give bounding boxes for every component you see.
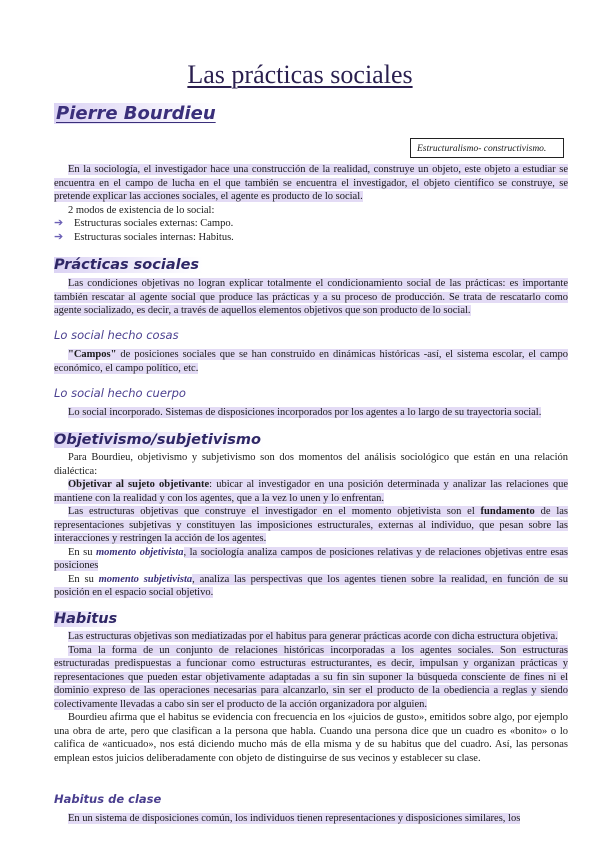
objetivismo-section [54,431,568,600]
author-heading: Pierre Bourdieu [56,103,216,124]
objetivismo-paragraph: Para Bourdieu, objetivismo y subjetivismo son dos momentos del análisis sociológico que están en una relación dialéctica: [54,452,568,477]
practicas-paragraph: Las condiciones objetivas no logran explicar totalmente el condicionamiento social de las prácticas: es importante también rescatar al agente social que produce las prácticas y a su proceso de producción. Se trata de rescatarlo como agente socializado, es decir, a través de aquellos elementos objetivos que son producto de lo social. [54,278,568,316]
subsection-heading: Lo social hecho cosas [54,328,179,342]
list-item: ➔ Estructuras sociales externas: Campo. [54,217,234,229]
objetivismo-paragraph: En su momento subjetivista, analiza las perspectivas que los agentes tienen sobre la realidad, en función de su posición en el espacio social objetivo. [54,573,569,598]
habitus-paragraph: Bourdieu afirma que el habitus se evidencia con frecuencia en los «juicios de gusto», emitidos sobre algo, por ejemplo una obra de arte, pero que clasifican a la persona que habla. Cuando una persona dice que un cuadro es «bonito» o lo califica de «anticuado», nos está diciendo mucho más de ella misma y de su habitus que del cuadro. Así, las personas emplean estos juicios deliberadamente con objeto de distinguirse de sus vecinos y establecer su clase. [54,712,568,764]
intro-section [54,163,568,244]
objetivismo-paragraph: En su momento objetivista, la sociología analiza campos de posiciones relativas y de relaciones objetivas entre esas posiciones [54,546,569,571]
arrow-right-icon: ➔ [54,217,64,229]
cosas-paragraph: "Campos" de posiciones sociales que se han construido en dinámicas históricas -así, el sistema escolar, el campo económico, el campo político, etc. [54,349,568,374]
subsection-heading: Habitus de clase [54,792,162,806]
objetivismo-paragraph: Objetivar al sujeto objetivante: ubicar al investigador en una posición determinada y analizar las relaciones que mantiene con la realidad y con los agentes, que a la vez lo unen y lo enfrentan. [54,479,568,504]
habitus-paragraph: Toma la forma de un conjunto de relaciones históricas incorporadas a los agentes sociales. Son estructuras estructuradas predispuestas a funcionar como estructuras estructurantes, es decir, impulsan y organizan prácticas y representaciones que pueden estar objetivamente adaptadas a su fin sin suponer la búsqueda consciente de fines ni el dominio expreso de las operaciones necesarias para alcanzarlo, sin ser el producto de la obediencia a reglas y siendo colectivamente llevadas a cabo sin ser el producto de la acción organizadora por alguien. [54,644,568,710]
clase-section [54,792,568,826]
practicas-section [54,256,568,318]
clase-paragraph: En un sistema de disposiciones común, los individuos tienen representaciones y disposiciones similares, los [68,813,521,824]
list-item: ➔ Estructuras sociales internas: Habitus. [54,230,234,243]
intro-paragraph: En la sociología, el investigador hace una construcción de la realidad, construye un objeto, este objeto a estudiar se encuentra en el campo de lucha en el que también se encuentra el investigador, el objeto científico se construye, se pretende explicar las acciones sociales, el agente es producto de lo social. [54,164,568,202]
intro-modes: 2 modos de existencia de lo social: [68,204,215,216]
page-title: Las prácticas sociales [187,60,413,89]
section-heading: Prácticas sociales [54,257,203,273]
subsection-heading: Lo social hecho cuerpo [54,386,186,400]
boxed-note: Estructuralismo- constructivismo. [410,138,564,158]
habitus-section [54,610,568,765]
section-heading: Objetivismo/subjetivismo [54,432,265,448]
habitus-paragraph: Las estructuras objetivas son mediatizadas por el habitus para generar prácticas acorde con dicha estructura objetiva. [68,631,558,642]
section-heading: Habitus [54,611,121,627]
cuerpo-paragraph: Lo social incorporado. Sistemas de disposiciones incorporados por los agentes a lo largo de su trayectoria social. [68,407,542,418]
cosas-section [54,328,568,375]
arrow-right-icon: ➔ [54,230,64,243]
objetivismo-paragraph: Las estructuras objetivas que construye el investigador en el momento objetivista son el fundamento de las representaciones subjetivas y constituyen las imposiciones estructurales, externas al individuo, que pesan sobre las interacciones y restringen la acción de los agentes. [54,506,568,544]
cuerpo-section [54,386,568,420]
